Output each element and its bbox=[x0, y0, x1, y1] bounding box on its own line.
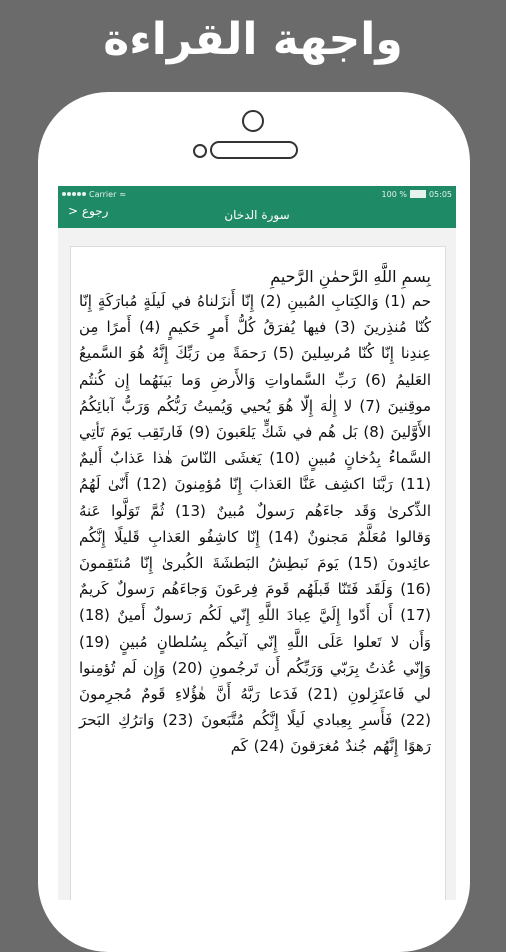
promo-headline: واجهة القراءة bbox=[103, 14, 403, 65]
status-left bbox=[62, 190, 126, 199]
app-bar bbox=[58, 202, 456, 228]
wifi-icon: ≈ bbox=[119, 189, 127, 199]
earpiece-speaker-icon bbox=[210, 141, 298, 159]
front-camera-icon bbox=[193, 144, 207, 158]
basmala-text: بِسمِ اللَّهِ الرَّحمٰنِ الرَّحيمِ bbox=[270, 267, 431, 286]
front-sensor-icon bbox=[242, 110, 264, 132]
surah-text: حم (1) وَالكِتابِ المُبينِ (2) إِنّا أَنزَلناهُ في لَيلَةٍ مُبارَكَةٍ إِنّا كُنّا مُنذِرينَ (3) فيها يُفرَقُ كُلُّ أَمرٍ حَكيمٍ (4) أَمرًا مِن عِندِنا إِنّا كُنّا مُرسِلينَ (5) رَحمَةً مِن رَبِّكَ إِنَّهُ هُوَ السَّميعُ العَليمُ (6) رَبِّ السَّماواتِ وَالأَرضِ وَما بَينَهُما إِن كُنتُم موقِنينَ (7) لا إِلٰهَ إِلّا هُوَ يُحيي وَيُميتُ رَبُّكُم وَرَبُّ آبائِكُمُ الأَوَّلينَ (8) بَل هُم في شَكٍّ يَلعَبونَ (9) فَارتَقِب يَومَ تَأتِي السَّماءُ بِدُخانٍ مُبينٍ (10) يَغشَى النّاسَ هٰذا عَذابٌ أَليمٌ (11) رَبَّنَا اكشِف عَنَّا العَذابَ إِنّا مُؤمِنونَ (12) أَنّىٰ لَهُمُ الذِّكرىٰ وَقَد جاءَهُم رَسولٌ مُبينٌ (13) ثُمَّ تَوَلَّوا عَنهُ وَقالوا مُعَلَّمٌ مَجنونٌ (14) إِنّا كاشِفُو العَذابِ قَليلًا إِنَّكُم عائِدونَ (15) يَومَ نَبطِشُ البَطشَةَ الكُبرىٰ إِنّا مُنتَقِمونَ (16) وَلَقَد فَتَنّا قَبلَهُم قَومَ فِرعَونَ وَجاءَهُم رَسولٌ كَريمٌ (17) أَن أَدّوا إِلَيَّ عِبادَ اللَّهِ إِنّي لَكُم رَسولٌ أَمينٌ (18) وَأَن لا تَعلوا عَلَى اللَّهِ إِنّي آتيكُم بِسُلطانٍ مُبينٍ (19) وَإِنّي عُذتُ بِرَبّي وَرَبِّكُم أَن تَرجُمونِ (20) وَإِن لَم تُؤمِنوا لي فَاعتَزِلونِ (21) فَدَعا رَبَّهُ أَنَّ هٰؤُلاءِ قَومٌ مُجرِمونَ (22) فَأَسرِ بِعِبادي لَيلًا إِنَّكُم مُتَّبَعونَ (23) وَاترُكِ البَحرَ رَهوًا إِنَّهُم جُندٌ مُغرَقونَ (24) كَم bbox=[79, 292, 432, 756]
status-time: 05:05 bbox=[428, 189, 452, 199]
battery-icon bbox=[410, 190, 426, 198]
reading-card[interactable] bbox=[70, 246, 446, 900]
surah-title: سورة الدخان bbox=[224, 208, 290, 222]
back-button[interactable]: رجوع < bbox=[68, 204, 109, 218]
carrier-label: Carrier bbox=[89, 189, 117, 199]
battery-percent: 100 % bbox=[381, 189, 407, 199]
signal-icon bbox=[62, 192, 86, 196]
status-bar bbox=[58, 186, 456, 202]
phone-screen bbox=[58, 186, 456, 900]
status-right bbox=[382, 190, 452, 199]
